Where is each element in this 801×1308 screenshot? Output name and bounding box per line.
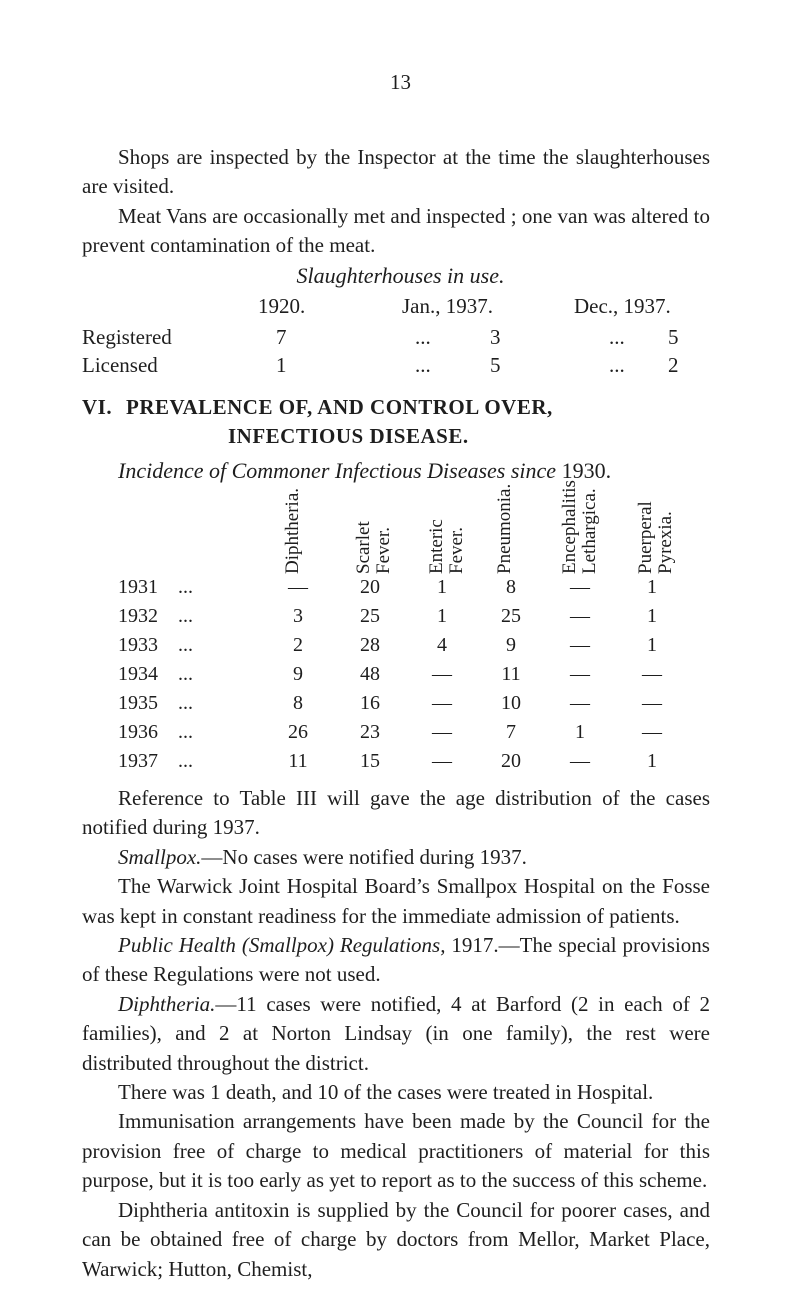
table-cell: 9: [293, 663, 303, 685]
slaughter-title: Slaughterhouses in use.: [296, 263, 505, 288]
section-heading-line2: INFECTIOUS DISEASE.: [228, 424, 469, 448]
slaughter-header: Jan., 1937.: [402, 294, 493, 318]
column-header: Enteric Fever.: [426, 519, 467, 574]
table-subtitle-text: Incidence of Commoner Infectious Diseases since: [118, 458, 557, 483]
table-cell: 1: [647, 750, 657, 772]
table-subtitle: [118, 458, 611, 484]
regulations-heading: Public Health (Smallpox) Regulations,: [118, 933, 446, 958]
slaughter-cell: 5: [490, 353, 501, 377]
table-cell: —: [288, 576, 308, 598]
row-dots: ...: [178, 605, 193, 627]
table-cell: 8: [506, 576, 516, 598]
table-cell: 1: [647, 634, 657, 656]
diphtheria-paragraph: [82, 990, 710, 1078]
diphtheria-text: —11 cases were notified, 4 at Barford (2 in each of 2 families), and 2 at Norton Lindsay (in one family), the rest were distributed throughout the district.: [82, 991, 710, 1075]
section-heading-line1: PREVALENCE OF, AND CONTROL OVER,: [126, 395, 553, 419]
slaughter-header: Dec., 1937.: [574, 294, 671, 318]
table-cell: 1: [575, 721, 585, 743]
column-header: Pneumonia.: [494, 483, 515, 574]
table-cell: —: [432, 721, 452, 743]
regulations-paragraph: [82, 931, 710, 990]
row-year: 1934: [118, 663, 158, 685]
row-year: 1932: [118, 605, 158, 627]
slaughter-dots: ...: [415, 325, 431, 349]
table-cell: 15: [360, 750, 380, 772]
regulations-text: 1917.—The special provisions of these Regulations were not used.: [82, 933, 710, 987]
table-cell: —: [570, 576, 590, 598]
diphtheria-heading: Diphtheria.: [118, 991, 216, 1016]
table-cell: —: [570, 692, 590, 714]
table-cell: —: [570, 605, 590, 627]
table-cell: 2: [293, 634, 303, 656]
slaughter-row-label: Registered: [82, 325, 172, 349]
warwick-paragraph: The Warwick Joint Hospital Board’s Smallpox Hospital on the Fosse was kept in constant readiness for the immediate admission of patients.: [82, 874, 710, 928]
table-cell: —: [432, 692, 452, 714]
table-cell: —: [570, 634, 590, 656]
immunisation-paragraph: Immunisation arrangements have been made by the Council for the provision free of charge to medical practitioners of material for this purpose, but it is too early as yet to report as to the success of this scheme.: [82, 1109, 710, 1193]
table-cell: 1: [437, 605, 447, 627]
table-cell: 26: [288, 721, 308, 743]
column-header: Encephalitis Lethargica.: [559, 480, 600, 574]
table-cell: 28: [360, 634, 380, 656]
slaughter-cell: 7: [276, 325, 287, 349]
row-year: 1937: [118, 750, 158, 772]
table-cell: —: [642, 721, 662, 743]
slaughter-row-label: Licensed: [82, 353, 158, 377]
table-cell: 1: [647, 605, 657, 627]
body-text: [82, 784, 710, 1284]
table-cell: 23: [360, 721, 380, 743]
antitoxin-paragraph: Diphtheria antitoxin is supplied by the Council for poorer cases, and can be obtained free of charge by doctors from Mellor, Market Place, Warwick; Hutton, Chemist,: [82, 1197, 710, 1281]
table-cell: —: [642, 692, 662, 714]
table-cell: —: [642, 663, 662, 685]
row-dots: ...: [178, 634, 193, 656]
smallpox-paragraph: [82, 843, 710, 872]
table-cell: 8: [293, 692, 303, 714]
smallpox-text: —No cases were notified during 1937.: [201, 844, 527, 869]
intro-section: [82, 143, 710, 261]
row-year: 1936: [118, 721, 158, 743]
smallpox-heading: Smallpox.: [118, 844, 202, 869]
table-cell: —: [432, 750, 452, 772]
intro-paragraph: Meat Vans are occasionally met and inspected ; one van was altered to prevent contamination of the meat.: [82, 203, 710, 258]
row-dots: ...: [178, 663, 193, 685]
row-year: 1933: [118, 634, 158, 656]
row-year: 1931: [118, 576, 158, 598]
slaughter-cell: 5: [668, 325, 679, 349]
table-cell: —: [570, 663, 590, 685]
slaughter-dots: ...: [609, 325, 625, 349]
reference-paragraph: Reference to Table III will gave the age distribution of the cases notified during 1937.: [82, 786, 710, 840]
table-cell: 25: [501, 605, 521, 627]
slaughter-dots: ...: [609, 353, 625, 377]
row-dots: ...: [178, 576, 193, 598]
row-dots: ...: [178, 692, 193, 714]
table-cell: 48: [360, 663, 380, 685]
section-number: VI.: [82, 395, 113, 419]
table-cell: 7: [506, 721, 516, 743]
table-cell: 11: [288, 750, 308, 772]
slaughter-cell: 3: [490, 325, 501, 349]
table-cell: 25: [360, 605, 380, 627]
table-cell: 16: [360, 692, 380, 714]
slaughter-cell: 2: [668, 353, 679, 377]
table-cell: 20: [360, 576, 380, 598]
table-cell: 1: [437, 576, 447, 598]
row-year: 1935: [118, 692, 158, 714]
page-number: 13: [390, 70, 411, 94]
table-cell: 3: [293, 605, 303, 627]
table-cell: —: [432, 663, 452, 685]
table-cell: 20: [501, 750, 521, 772]
slaughter-header: 1920.: [258, 294, 306, 318]
row-dots: ...: [178, 750, 193, 772]
slaughter-dots: ...: [415, 353, 431, 377]
table-cell: 4: [437, 634, 447, 656]
table-cell: —: [570, 750, 590, 772]
table-cell: 1: [647, 576, 657, 598]
table-cell: 10: [501, 692, 521, 714]
slaughter-cell: 1: [276, 353, 287, 377]
table-cell: 9: [506, 634, 516, 656]
column-header: Diphtheria.: [282, 487, 303, 574]
row-dots: ...: [178, 721, 193, 743]
intro-paragraph: Shops are inspected by the Inspector at the time the slaughterhouses are visited.: [82, 145, 710, 199]
column-header: Puerperal Pyrexia.: [635, 501, 676, 574]
table-subtitle-year: 1930.: [561, 458, 612, 483]
table-cell: 11: [501, 663, 521, 685]
column-header: Scarlet Fever.: [353, 521, 394, 574]
death-paragraph: There was 1 death, and 10 of the cases were treated in Hospital.: [118, 1080, 654, 1105]
